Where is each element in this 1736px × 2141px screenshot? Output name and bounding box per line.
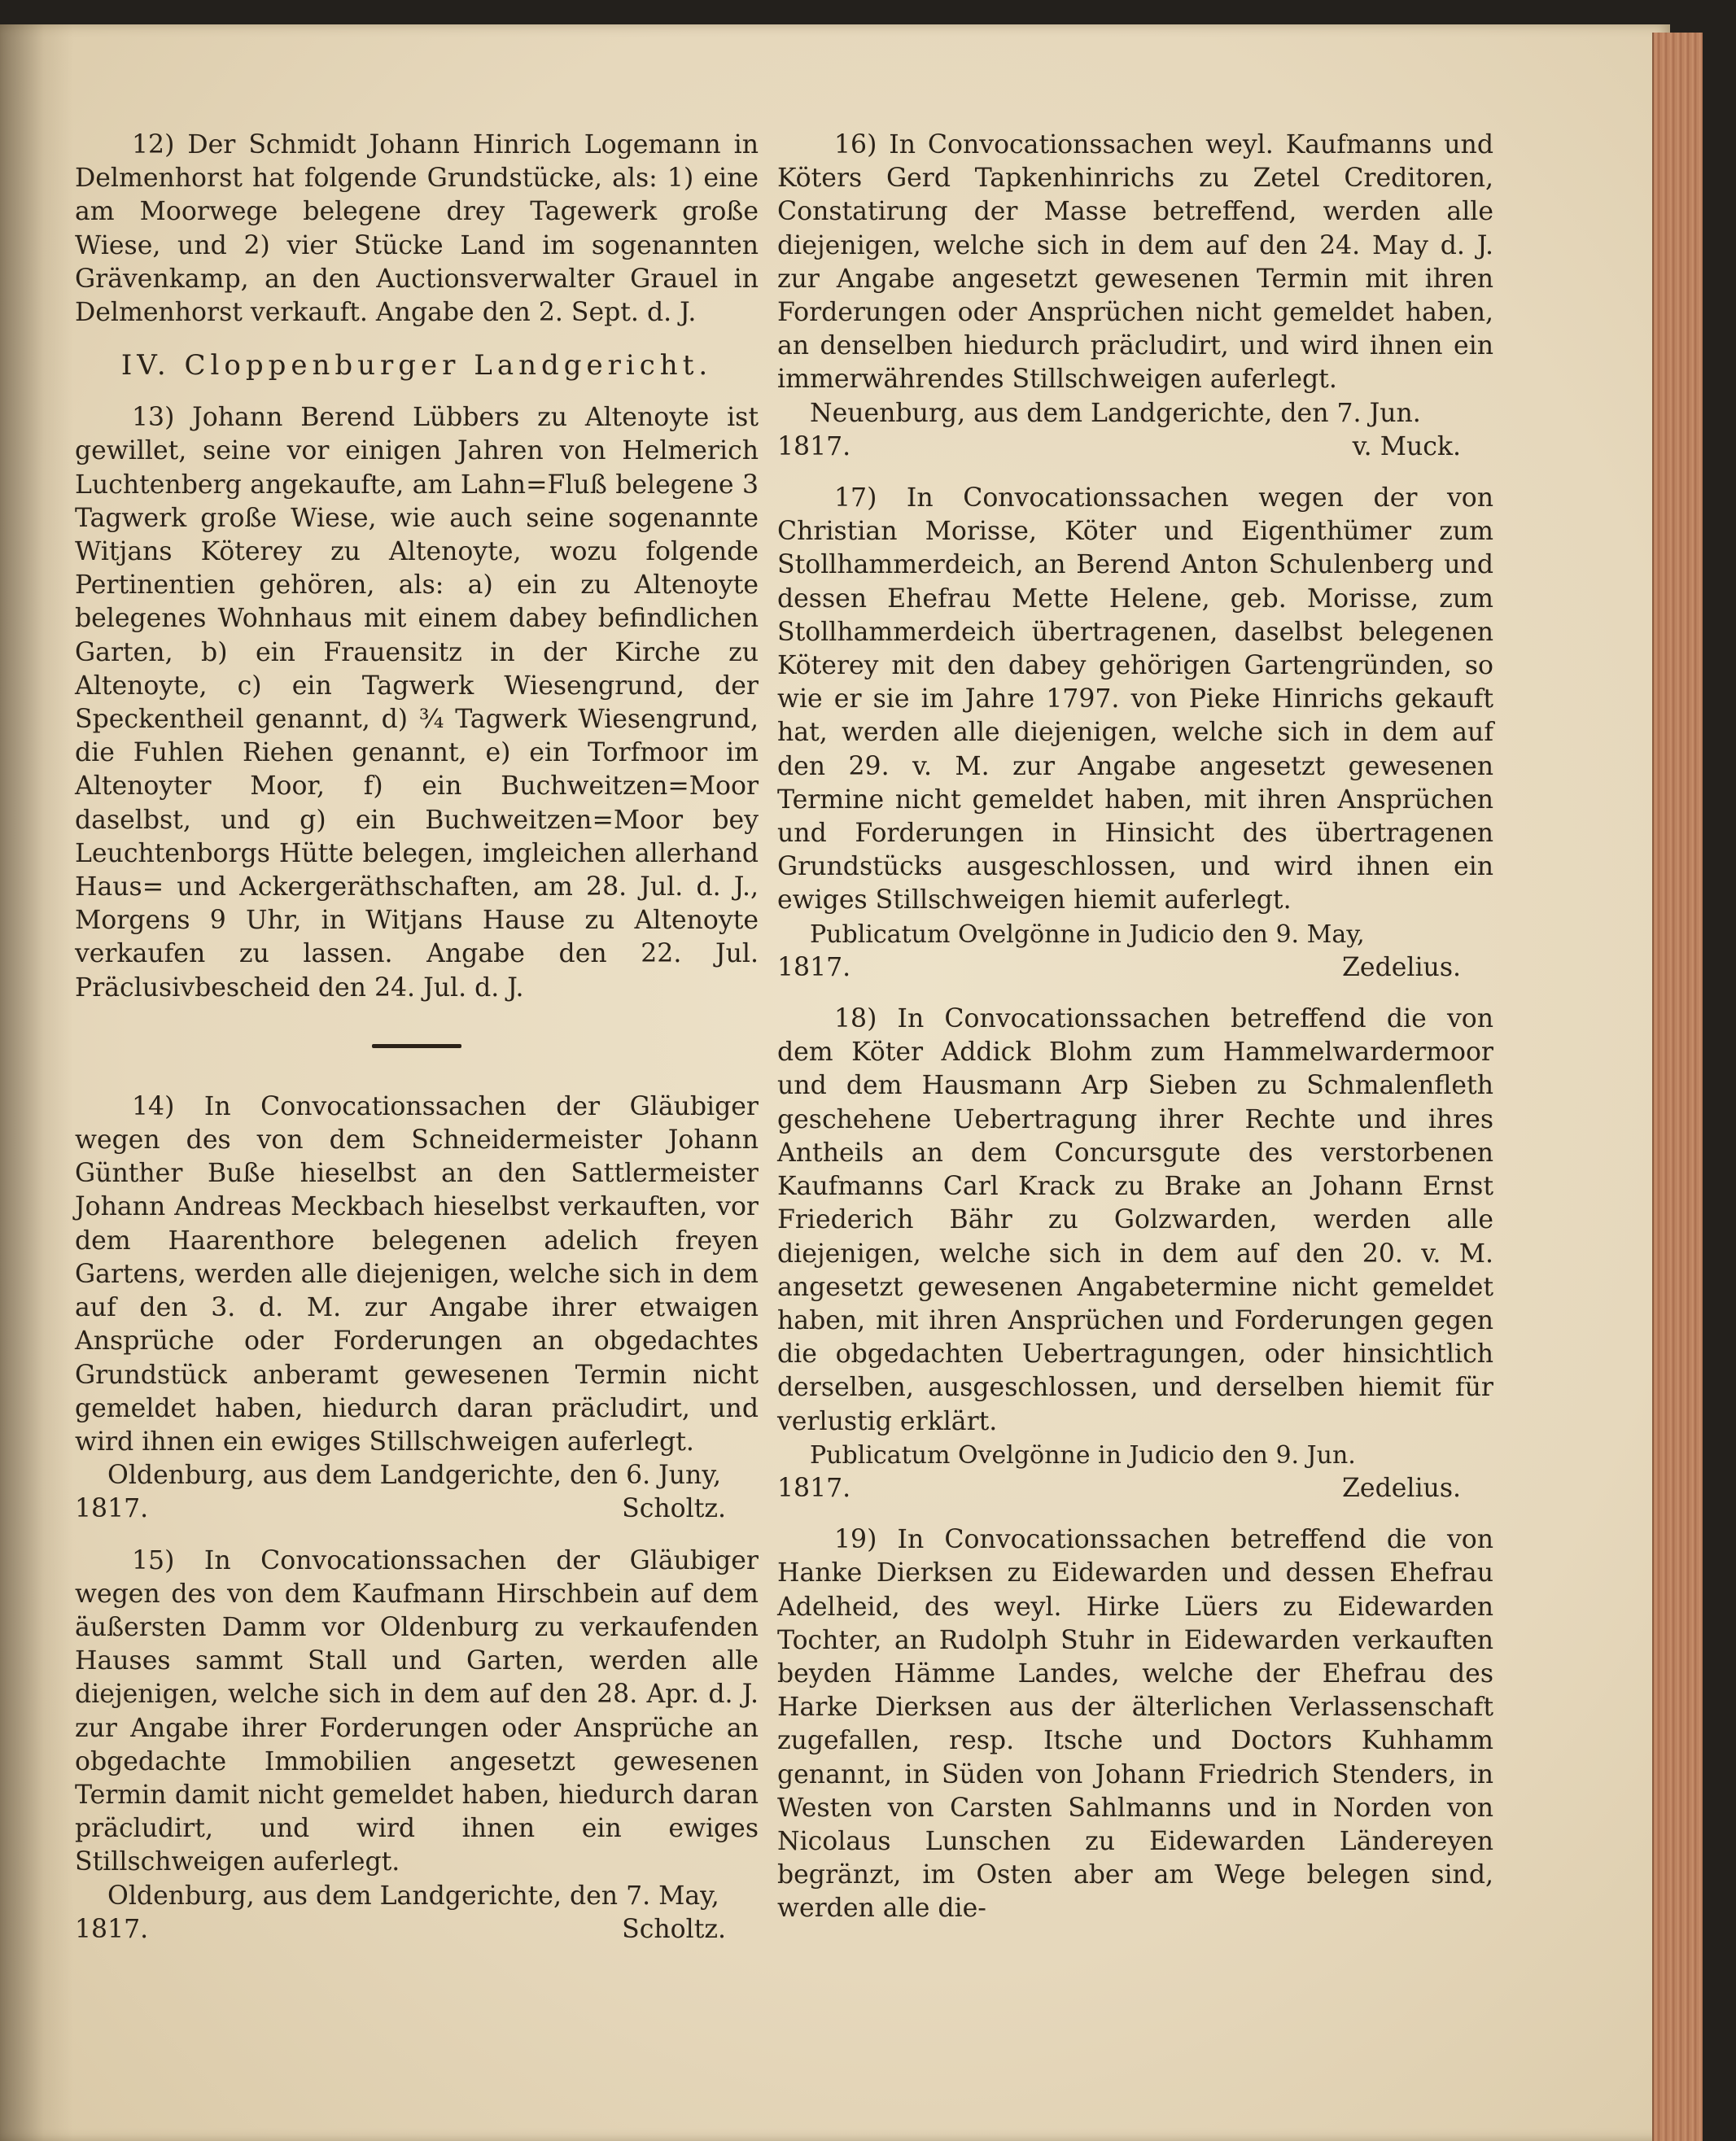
notice-14: 14) In Convocationssachen der Gläubiger wegen des von dem Schneidermeister Johann Günther Buße hieselbst an den Sattlermeister Johann Andreas Meckbach hieselbst verkauften, vor dem Haarenthore belegenen adelich freyen Gartens, werden alle diejenigen, welche sich in dem auf den 3. d. M. zur Angabe ihrer etwaigen Ansprüche oder Forderungen an obgedachtes Grundstück anberamt gewesenen Termin nicht gemeldet haben, hiedurch daran präcludirt, und wird ihnen ein ewiges Stillschweigen auferlegt. bbox=[75, 1091, 759, 1457]
notice-17: 17) In Convocationssachen wegen der von Christian Morisse, Köter und Eigenthümer zum Stollhammerdeich, an Berend Anton Schulenberg und dessen Ehefrau Mette Helene, geb. Morisse, zum Stollhammerdeich übertragenen, daselbst belegenen Köterey mit den dabey gehörigen Gartengründen, so wie er sie im Jahre 1797. von Pieke Hinrichs gekauft hat, werden alle diejenigen, welche sich in dem auf den 29. v. M. zur Angabe angesetzt gewesenen Termine nicht gemeldet haben, mit ihren Ansprüchen und Forderungen in Hinsicht des übertragenen Grundstücks ausgeschlossen, und wird ihnen ein ewiges Stillschweigen hiemit auferlegt. bbox=[777, 483, 1493, 915]
notice-12: 12) Der Schmidt Johann Hinrich Logemann in Delmenhorst hat folgende Grundstücke, als: 1) eine am Moorwege belegene drey Tagewerk große Wiese, und 2) vier Stücke Land im sogenannten Grävenkamp, an den Auctionsverwalter Grauel in Delmenhorst verkauft. Angabe den 2. Sept. d. J. bbox=[75, 130, 759, 328]
notice-16: 16) In Convocationssachen weyl. Kaufmanns und Köters Gerd Tapkenhinrichs zu Zetel Creditoren, Constatirung der Masse betreffend, werden alle diejenigen, welche sich in dem auf den 24. May d. J. zur Angabe angesetzt gewesenen Termin mit ihren Forderungen oder Ansprüchen nicht gemeldet haben, an denselben hiedurch präcludirt, und wird ihnen ein immerwährendes Stillschweigen auferlegt. bbox=[777, 130, 1493, 395]
notice-16-signature-line bbox=[777, 430, 1493, 464]
notice-14-place-date: Oldenburg, aus dem Landgerichte, den 6. Juny, bbox=[107, 1461, 721, 1491]
notice-17-signature: Zedelius. bbox=[1342, 952, 1461, 982]
notice-15-dateline bbox=[75, 1880, 759, 1913]
notice-15: 15) In Convocationssachen der Gläubiger wegen des von dem Kaufmann Hirschbein auf dem äußersten Damm vor Oldenburg zu verkaufenden Hauses sammt Stall und Garten, werden alle diejenigen, welche sich in dem auf den 28. Apr. d. J. zur Angabe ihrer Forderungen oder Ansprüche an obgedachte Immobilien angesetzt gewesenen Termin damit nicht gemeldet haben, hiedurch daran präcludirt, und wird ihnen ein ewiges Stillschweigen auferlegt. bbox=[75, 1545, 759, 1877]
notice-14-dateline bbox=[75, 1459, 759, 1492]
right-column bbox=[777, 129, 1493, 1926]
notice-14-signature: Scholtz. bbox=[622, 1494, 726, 1524]
notice-17-place-date: Publicatum Ovelgönne in Judicio den 9. May, bbox=[810, 920, 1365, 949]
notice-14-signature-line bbox=[75, 1492, 759, 1526]
page-gutter-shadow bbox=[0, 24, 73, 2141]
notice-13: 13) Johann Berend Lübbers zu Altenoyte ist gewillet, seine vor einigen Jahren von Helmerich Luchtenberg angekaufte, am Lahn=Fluß belegene 3 Tagwerk große Wiese, wie auch seine sogenannte Witjans Köterey zu Altenoyte, wozu folgende Pertinentien gehören, als: a) ein zu Altenoyte belegenes Wohnhaus mit einem dabey befindlichen Garten, b) ein Frauensitz in der Kirche zu Altenoyte, c) ein Tagwerk Wiesengrund, der Speckentheil genannt, d) ¾ Tagwerk Wiesengrund, die Fuhlen Riehen genannt, e) ein Torfmoor im Altenoyter Moor, f) ein Buchweitzen=Moor daselbst, und g) ein Buchweitzen=Moor bey Leuchtenborgs Hütte belegen, imgleichen allerhand Haus= und Ackergeräthschaften, am 28. Jul. d. J., Morgens 9 Uhr, in Witjans Hause zu Altenoyte verkaufen zu lassen. Angabe den 22. Jul. Präclusivbescheid den 24. Jul. d. J. bbox=[75, 403, 759, 1003]
notice-15-place-date: Oldenburg, aus dem Landgerichte, den 7. May, bbox=[107, 1881, 719, 1911]
notice-15-signature: Scholtz. bbox=[622, 1914, 726, 1944]
notice-15-year: 1817. bbox=[75, 1914, 149, 1944]
notice-18-signature: Zedelius. bbox=[1342, 1473, 1461, 1503]
page-stack-edge bbox=[1652, 33, 1703, 2141]
notice-17-dateline bbox=[777, 918, 1493, 951]
notice-16-place-date: Neuenburg, aus dem Landgerichte, den 7. Jun. bbox=[810, 398, 1421, 428]
notice-17-signature-line bbox=[777, 951, 1493, 985]
notice-19: 19) In Convocationssachen betreffend die von Hanke Dierksen zu Eidewarden und dessen Ehefrau Adelheid, des weyl. Hirke Lüers zu Eidewarden Tochter, an Rudolph Stuhr in Eidewarden verkauften beyden Hämme Landes, welche der Ehefrau des Harke Dierksen aus der älterlichen Verlassenschaft zugefallen, resp. Itsche und Doctors Kuhhamm genannt, in Süden von Johann Friedrich Stenders, in Westen von Carsten Sahlmanns und in Norden von Nicolaus Lunschen zu Eidewarden Ländereyen begränzt, im Osten aber am Wege belegen sind, werden alle die- bbox=[777, 1525, 1493, 1924]
notice-16-year: 1817. bbox=[777, 431, 851, 461]
notice-18-place-date: Publicatum Ovelgönne in Judicio den 9. Jun. bbox=[810, 1440, 1356, 1470]
notice-16-dateline bbox=[777, 397, 1493, 430]
notice-15-signature-line bbox=[75, 1913, 759, 1947]
notice-18-dateline bbox=[777, 1439, 1493, 1472]
notice-18-signature-line bbox=[777, 1472, 1493, 1505]
section-divider bbox=[372, 1044, 461, 1048]
notice-17-year: 1817. bbox=[777, 952, 851, 982]
notice-18-year: 1817. bbox=[777, 1473, 851, 1503]
left-column bbox=[75, 129, 759, 1964]
notice-18: 18) In Convocationssachen betreffend die von dem Köter Addick Blohm zum Hammelwardermoor und dem Hausmann Arp Sieben zu Schmalenfleth geschehene Uebertragung ihrer Rechte und ihres Antheils an dem Concursgute des verstorbenen Kaufmanns Carl Krack zu Brake an Johann Ernst Friederich Bähr zu Golzwarden, werden alle diejenigen, welche sich in dem auf den 20. v. M. angesetzt gewesenen Angabetermine nicht gemeldet haben, mit ihren Ansprüchen und Forderungen gegen die obgedachten Uebertragungen, oder hinsichtlich derselben, ausgeschlossen, und derselben hiemit für verlustig erklärt. bbox=[777, 1004, 1493, 1436]
notice-16-signature: v. Muck. bbox=[1352, 431, 1461, 461]
section-heading: IV. Cloppenburger Landgericht. bbox=[120, 349, 713, 382]
notice-14-year: 1817. bbox=[75, 1494, 149, 1524]
